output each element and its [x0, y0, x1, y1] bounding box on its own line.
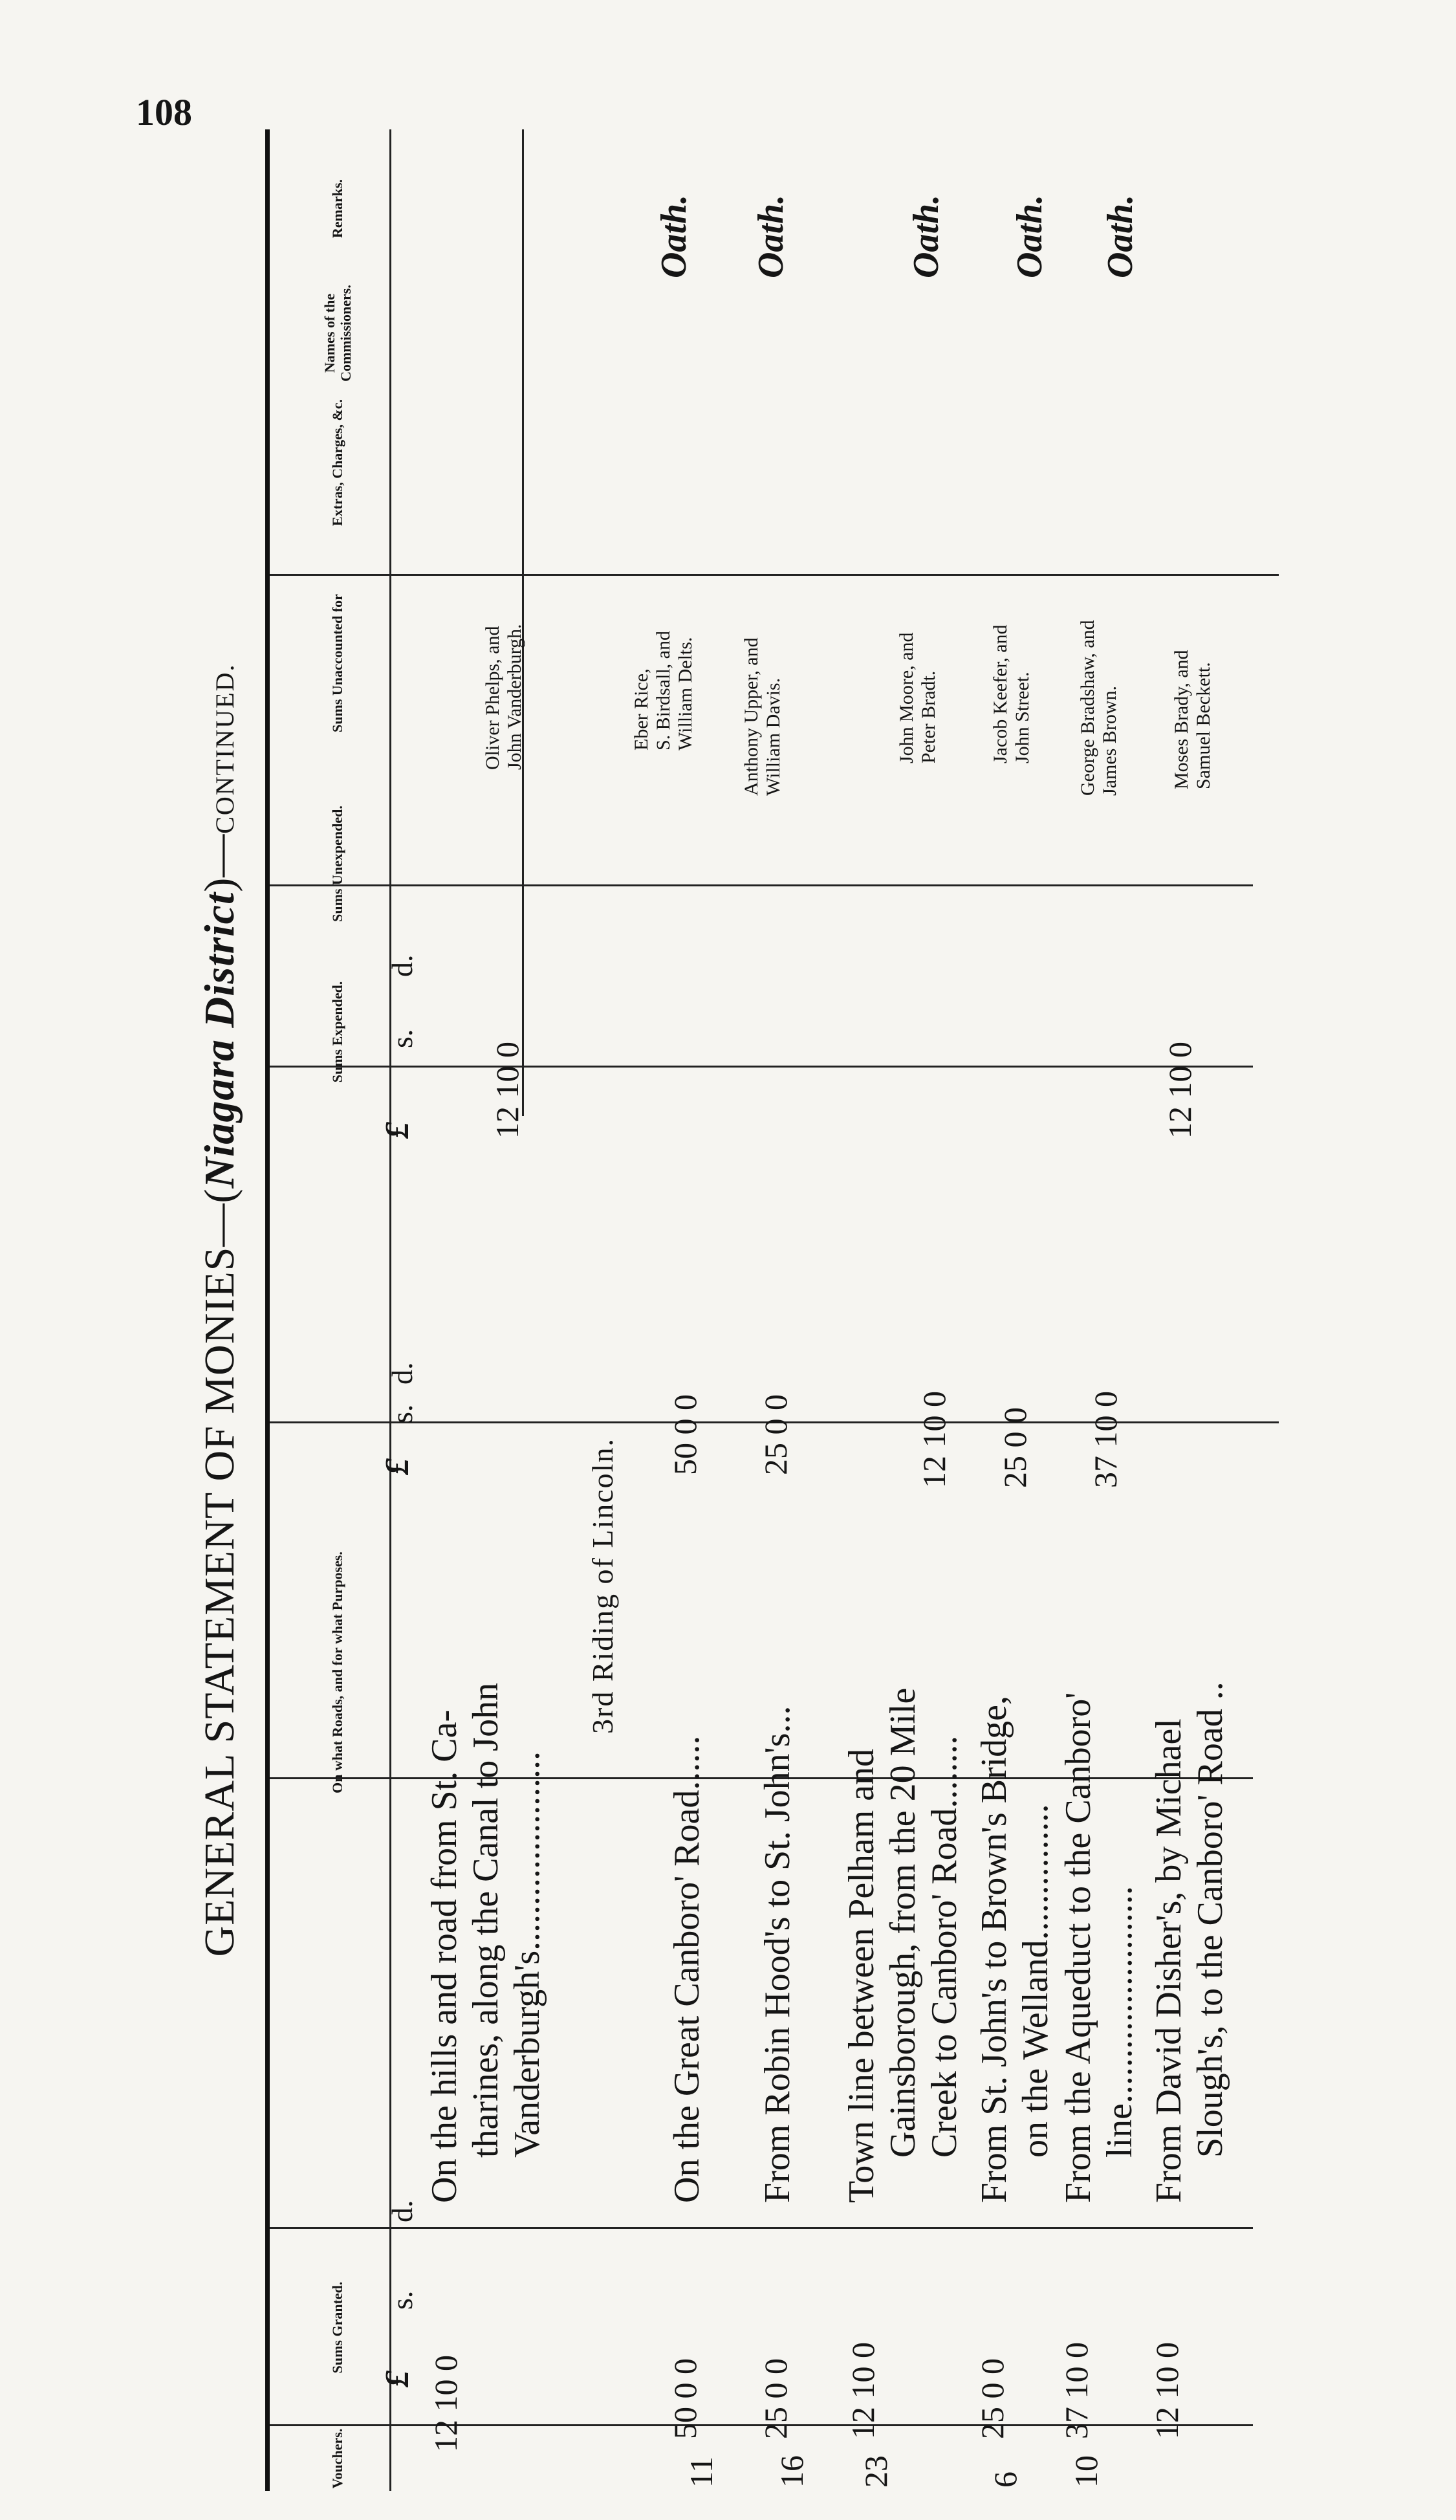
row-3-comm-1: William Davis. [763, 677, 784, 796]
title-close: )— [196, 833, 243, 892]
row-7-granted: 12 10 0 [1149, 2342, 1185, 2439]
row-6-voucher: 10 [1068, 2455, 1104, 2488]
row-5-comm-0: Jacob Keefer, and [990, 624, 1011, 763]
row-5-remark: Oath. [1010, 194, 1050, 278]
row-0-commissioners [482, 624, 526, 770]
row-5-comm-1: John Street. [1012, 672, 1033, 763]
header-vouchers: Vouchers. [329, 2428, 346, 2489]
row-3-purpose [757, 1705, 798, 2203]
row-6-comm-0: George Bradshaw, and [1077, 620, 1098, 796]
row-4-commissioners [896, 633, 940, 763]
header-commissioners: Names of the Commissioners. [321, 285, 354, 382]
title-continued: CONTINUED. [210, 663, 239, 834]
row-0-granted: 12 10 0 [428, 2355, 464, 2452]
row-7-line-1: Slough's, to the Canboro' Road .. [1190, 1682, 1230, 2158]
unaccounted-shilling-label: s. [386, 1029, 418, 1048]
col-divider [270, 574, 1279, 576]
row-0-line-1: tharines, along the Canal to John [466, 1682, 506, 2158]
row-2-purpose [666, 1736, 708, 2203]
granted-shilling-label: s. [386, 2290, 418, 2310]
header-remarks: Remarks. [329, 179, 346, 239]
row-5-line-1: on the Welland............... [1016, 1804, 1056, 2158]
unaccounted-pence-label: d. [386, 954, 418, 977]
row-0-line-2: Vanderburgh's...................... [507, 1751, 547, 2158]
col-divider [270, 884, 1253, 886]
row-2-granted: 50 0 0 [667, 2358, 703, 2439]
row-3-granted: 25 0 0 [757, 2358, 794, 2439]
header-purpose: On what Roads, and for what Purposes. [329, 1551, 346, 1793]
header-sums-granted: Sums Granted. [329, 2281, 346, 2374]
granted-pound-label: £ [379, 2371, 416, 2387]
row-5-voucher: 6 [987, 2471, 1023, 2488]
row-6-comm-1: James Brown. [1099, 686, 1120, 796]
row-2-voucher: 11 [683, 2456, 719, 2488]
col-divider [270, 1066, 1253, 1068]
row-4-line-1: Gainsborough, from the 20 Mile [883, 1687, 923, 2158]
row-0-purpose [424, 1683, 548, 2203]
row-7-comm-1: Samuel Beckett. [1193, 662, 1214, 789]
row-4-comm-0: John Moore, and [896, 632, 917, 763]
row-3-expended: 25 0 0 [757, 1394, 794, 1475]
expended-pound-label: £ [379, 1458, 416, 1475]
row-1-comm-2: William Delts. [675, 637, 696, 751]
col-divider [270, 2227, 1253, 2229]
row-5-commissioners [990, 624, 1034, 763]
row-6-line-0: From the Aqueduct to the Canboro' [1058, 1692, 1098, 2203]
row-1-remark: Oath. [654, 194, 694, 278]
row-6-line-1: line........................ [1100, 1886, 1140, 2158]
granted-pence-label: d. [386, 2200, 418, 2222]
row-0-unaccounted: 12 10 0 [489, 1042, 525, 1139]
row-3-voucher: 16 [774, 2455, 810, 2488]
row-7-unaccounted: 12 10 0 [1162, 1042, 1198, 1139]
unaccounted-pound-label: £ [379, 1122, 416, 1139]
row-1-comm-0: Eber Rice, [631, 668, 652, 751]
row-1-commissioners [631, 631, 697, 751]
header-extras: Extras, Charges, &c. [329, 399, 346, 527]
title-main: GENERAL STATEMENT OF MONIES—( [196, 1188, 243, 1957]
row-0-line-0: On the hills and road from St. Ca- [424, 1709, 464, 2203]
row-3-commissioners [741, 637, 785, 796]
row-4-line-2: Creek to Canboro' Road........ [924, 1735, 964, 2158]
row-6-commissioners [1077, 620, 1121, 796]
expended-pence-label: d. [386, 1362, 418, 1385]
row-4-granted: 12 10 0 [845, 2342, 881, 2439]
header-sums-unexpended: Sums Unexpended. [329, 805, 346, 922]
row-5-expended: 25 0 0 [997, 1407, 1033, 1488]
row-5-line-0: From St. John's to Brown's Bridge, [974, 1695, 1014, 2203]
page-number: 108 [136, 91, 192, 133]
row-5-purpose [973, 1696, 1056, 2203]
header-rule [389, 129, 391, 2491]
row-7-purpose [1148, 1682, 1231, 2203]
row-6-purpose [1058, 1693, 1140, 2203]
row-6-expended: 37 10 0 [1087, 1391, 1124, 1488]
row-0-comm-1: John Vanderburgh. [504, 624, 525, 770]
row-7-commissioners [1171, 650, 1215, 789]
row-6-granted: 37 10 0 [1058, 2342, 1094, 2439]
row-4-expended: 12 10 0 [916, 1391, 952, 1488]
row-0-comm-0: Oliver Phelps, and [482, 626, 503, 770]
row-7-comm-0: Moses Brady, and [1171, 650, 1192, 789]
row-3-remark: Oath. [751, 194, 791, 278]
row-5-granted: 25 0 0 [974, 2358, 1010, 2439]
row-3-comm-0: Anthony Upper, and [741, 637, 762, 796]
row-4-purpose [841, 1688, 965, 2203]
row-7-line-0: From David Disher's, by Michael [1149, 1718, 1189, 2203]
row-4-line-0: Town line between Pelham and [842, 1748, 882, 2203]
page-title [181, 129, 259, 2491]
header-sums-unaccounted: Sums Unaccounted for [329, 594, 346, 732]
row-4-remark: Oath. [906, 194, 946, 278]
section-heading: 3rd Riding of Lincoln. [586, 1438, 619, 1734]
row-4-comm-1: Peter Bradt. [918, 670, 939, 763]
row-3-line-0: From Robin Hood's to St. John's... [757, 1705, 798, 2203]
row-2-line-0: On the Great Canboro' Road...... [667, 1735, 707, 2203]
row-1-comm-1: S. Birdsall, and [653, 631, 674, 751]
expended-shilling-label: s. [386, 1404, 418, 1423]
row-2-expended: 50 0 0 [667, 1394, 703, 1475]
row-4-voucher: 23 [858, 2455, 894, 2488]
title-district: Niagara District [196, 892, 243, 1189]
money-header-rule [522, 129, 524, 1116]
header-sums-expended: Sums Expended. [329, 981, 346, 1083]
row-6-remark: Oath. [1100, 194, 1140, 278]
